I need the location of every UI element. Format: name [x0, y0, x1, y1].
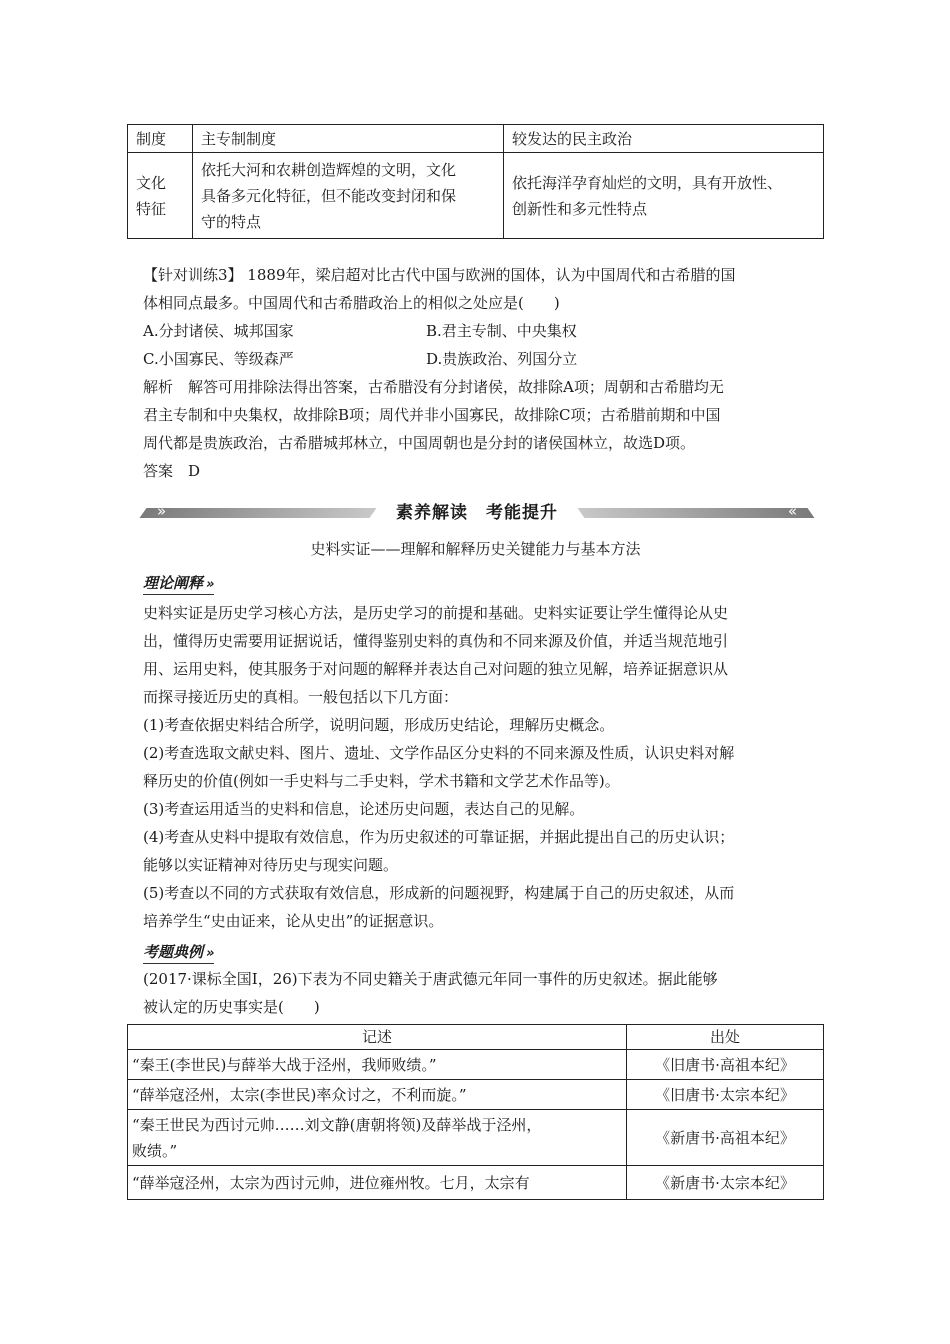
theory-heading-text: 理论阐释: [143, 574, 204, 592]
record-text-line: 败绩。”: [132, 1141, 178, 1160]
record-source: 《旧唐书·太宗本纪》: [627, 1080, 824, 1110]
example-heading-text: 考题典例: [143, 943, 204, 961]
cell-line: 依托大河和农耕创造辉煌的文明，文化: [201, 160, 457, 179]
column-header: 记述: [128, 1025, 627, 1050]
analysis-line: 君主专制和中央集权，故排除B项；周代并非小国寡民，故排除C项；古希腊前期和中国: [143, 406, 721, 424]
section-banner: [143, 496, 811, 530]
theory-heading: [143, 572, 214, 595]
banner-bar-left: [139, 508, 376, 518]
table-row: [128, 1110, 824, 1166]
record-text: [128, 1110, 627, 1166]
row-label-line: 特征: [136, 199, 167, 218]
record-source: 《新唐书·太宗本纪》: [627, 1166, 824, 1200]
source-table: [127, 1024, 824, 1200]
table-row: [128, 1050, 824, 1080]
record-source: 《新唐书·高祖本纪》: [627, 1110, 824, 1166]
table-header-row: [128, 1025, 824, 1050]
example-heading: [143, 941, 214, 964]
china-cell: 主专制制度: [193, 125, 504, 153]
example-line: 被认定的历史事实是( ): [143, 998, 320, 1016]
section-subtitle: 史料实证——理解和解释历史关键能力与基本方法: [310, 540, 641, 558]
theory-line: (4)考查从史料中提取有效信息，作为历史叙述的可靠证据，并据此提出自己的历史认识；: [143, 828, 735, 846]
theory-line: (2)考查选取文献史料、图片、遗址、文学作品区分史料的不同来源及性质，认识史料对解: [143, 744, 735, 762]
option-c: C.小国寡民、等级森严: [143, 350, 294, 368]
column-header: 出处: [627, 1025, 824, 1050]
record-source: 《旧唐书·高祖本纪》: [627, 1050, 824, 1080]
table-row: [128, 125, 824, 153]
greece-cell: [504, 153, 824, 239]
theory-line: 能够以实证精神对待历史与现实问题。: [143, 856, 399, 874]
chevron-icon: »: [206, 577, 215, 592]
record-text: “薛举寇泾州，太宗为西讨元帅，进位雍州牧。七月，太宗有: [128, 1166, 627, 1200]
greece-cell: 较发达的民主政治: [504, 125, 824, 153]
option-a: A.分封诸侯、城邦国家: [143, 322, 294, 340]
theory-line: 用、运用史料，使其服务于对问题的解释并表达自己对问题的独立见解，培养证据意识从: [143, 660, 729, 678]
theory-line: 释历史的价值(例如一手史料与二手史料，学术书籍和文学艺术作品等)。: [143, 772, 620, 790]
table-row: [128, 1080, 824, 1110]
double-arrow-right-icon: »: [157, 502, 167, 520]
theory-line: 培养学生“史由证来，论从史出”的证据意识。: [143, 912, 444, 930]
chevron-icon: »: [206, 946, 215, 961]
table-row: [128, 1166, 824, 1200]
banner-bar-right: [577, 508, 814, 518]
theory-line: 史料实证是历史学习核心方法，是历史学习的前提和基础。史料实证要让学生懂得论从史: [143, 604, 729, 622]
double-arrow-left-icon: «: [787, 502, 797, 520]
china-cell: [193, 153, 504, 239]
exercise-line: 体相同点最多。中国周代和古希腊政治上的相似之处应是( ): [143, 294, 560, 312]
theory-line: (1)考查依据史料结合所学，说明问题，形成历史结论，理解历史概念。: [143, 716, 615, 734]
analysis-line: 周代都是贵族政治，古希腊城邦林立，中国周朝也是分封的诸侯国林立，故选D项。: [143, 434, 696, 452]
option-d: D.贵族政治、列国分立: [426, 350, 578, 368]
cell-line: 守的特点: [201, 212, 262, 231]
cell-line: 具备多元化特征，但不能改变封闭和保: [201, 186, 457, 205]
analysis-line: 解析 解答可用排除法得出答案，古希腊没有分封诸侯，故排除A项；周朝和古希腊均无: [143, 378, 724, 396]
row-label: [128, 153, 193, 239]
example-line: (2017·课标全国Ⅰ，26)下表为不同史籍关于唐武德元年同一事件的历史叙述。据此能够: [143, 970, 718, 988]
exercise-line: 【针对训练3】 1889年，梁启超对比古代中国与欧洲的国体，认为中国周代和古希腊的国: [143, 266, 736, 284]
cell-line: 创新性和多元性特点: [512, 199, 648, 218]
row-label: 制度: [128, 125, 193, 153]
option-b: B.君主专制、中央集权: [426, 322, 577, 340]
answer: 答案 D: [143, 462, 201, 480]
banner-title: 素养解读 考能提升: [396, 503, 558, 523]
theory-line: 出，懂得历史需要用证据说话，懂得鉴别史料的真伪和不同来源及价值，并适当规范地引: [143, 632, 729, 650]
record-text-line: “秦王世民为西讨元帅……刘文静(唐朝将领)及薛举战于泾州，: [132, 1115, 542, 1134]
theory-line: 而探寻接近历史的真相。一般包括以下几方面：: [143, 688, 459, 706]
row-label-line: 文化: [136, 173, 167, 192]
cell-line: 依托海洋孕育灿烂的文明，具有开放性、: [512, 173, 783, 192]
record-text: “薛举寇泾州，太宗(李世民)率众讨之，不利而旋。”: [128, 1080, 627, 1110]
table-row: [128, 153, 824, 239]
comparison-table: [127, 124, 824, 239]
record-text: “秦王(李世民)与薛举大战于泾州，我师败绩。”: [128, 1050, 627, 1080]
theory-line: (3)考查运用适当的史料和信息，论述历史问题，表达自己的见解。: [143, 800, 585, 818]
theory-line: (5)考查以不同的方式获取有效信息，形成新的问题视野，构建属于自己的历史叙述，从而: [143, 884, 735, 902]
